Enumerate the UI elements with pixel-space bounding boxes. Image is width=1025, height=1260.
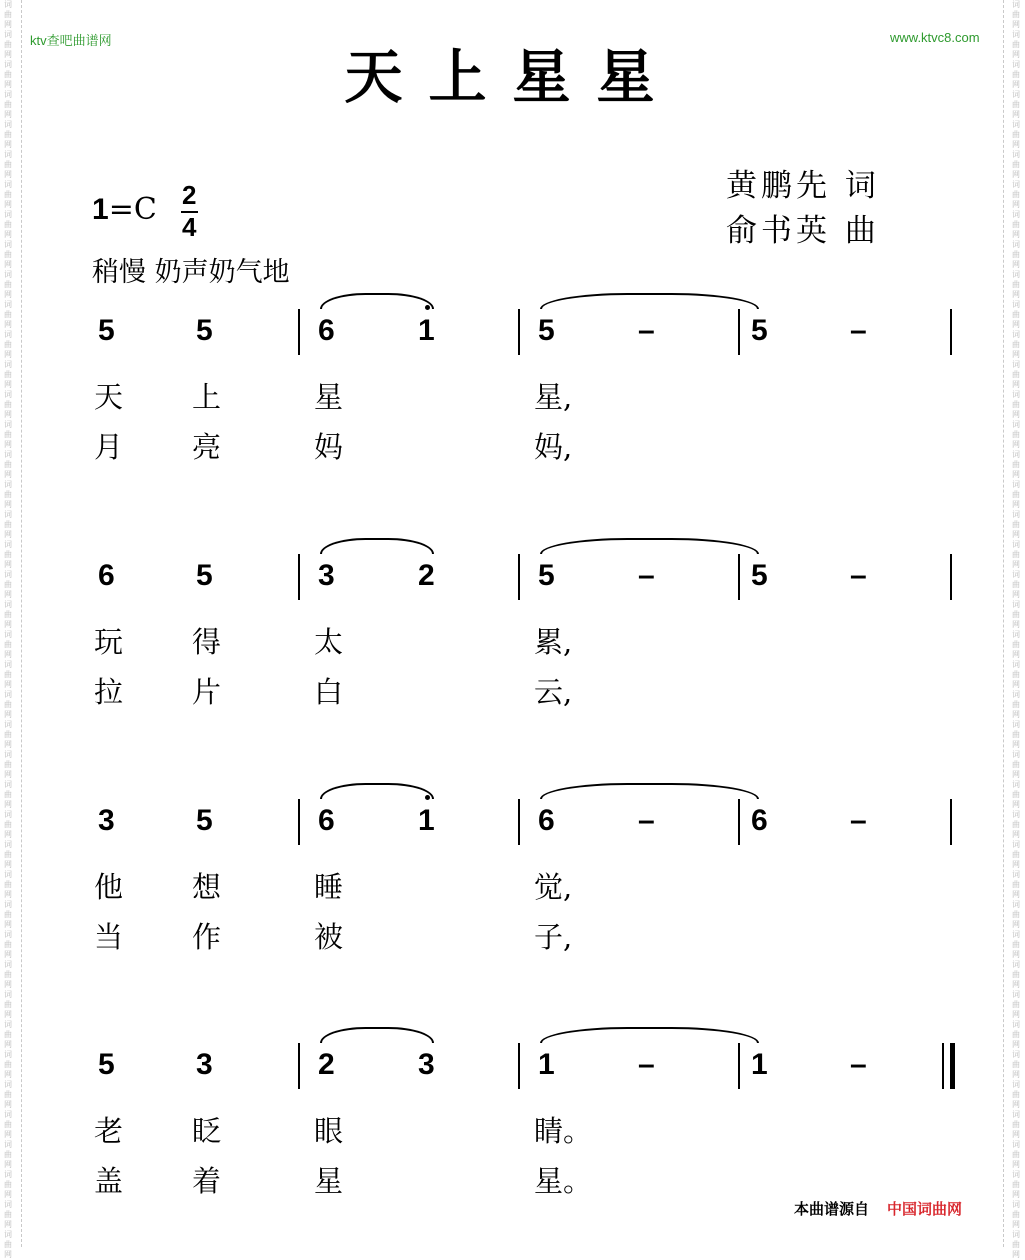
lyric-verse1: 星, bbox=[534, 380, 573, 414]
note: 1 bbox=[418, 314, 435, 347]
note: 5 bbox=[98, 314, 115, 347]
key-tonic-number: 1 bbox=[92, 193, 109, 226]
note: 3 bbox=[318, 559, 335, 592]
lyric-verse1: 上 bbox=[192, 380, 222, 414]
lyric-verse2: 片 bbox=[192, 675, 222, 709]
note: 5 bbox=[751, 314, 768, 347]
lyric-verse2: 亮 bbox=[192, 430, 222, 464]
slur bbox=[540, 538, 759, 554]
lyric-verse2: 拉 bbox=[94, 675, 124, 709]
lyric-verse2: 云, bbox=[534, 675, 573, 709]
slur bbox=[320, 293, 434, 309]
left-border-line bbox=[21, 0, 22, 1247]
barline bbox=[950, 799, 952, 845]
site-name-left[interactable]: ktv查吧曲谱网 bbox=[30, 33, 112, 48]
lyric-verse2: 妈 bbox=[314, 430, 344, 464]
final-barline-thin bbox=[942, 1043, 944, 1089]
lyric-verse1: 眼 bbox=[314, 1114, 344, 1148]
high-octave-dot bbox=[425, 795, 430, 800]
lyric-verse2: 被 bbox=[314, 920, 344, 954]
lyric-verse1: 太 bbox=[314, 625, 344, 659]
slur bbox=[320, 783, 434, 799]
lyric-verse1: 累, bbox=[534, 625, 573, 659]
note: 1 bbox=[751, 1048, 768, 1081]
barline bbox=[298, 554, 300, 600]
final-barline-thick bbox=[950, 1043, 955, 1089]
lyric-verse1: 觉, bbox=[534, 870, 573, 904]
note: 5 bbox=[196, 559, 213, 592]
note: 6 bbox=[318, 314, 335, 347]
hold-dash: – bbox=[638, 804, 655, 837]
note: 6 bbox=[751, 804, 768, 837]
lyric-verse1: 老 bbox=[94, 1114, 124, 1148]
barline bbox=[518, 799, 520, 845]
note: 3 bbox=[418, 1048, 435, 1081]
barline bbox=[950, 554, 952, 600]
note: 5 bbox=[196, 314, 213, 347]
hold-dash: – bbox=[638, 314, 655, 347]
note: 5 bbox=[196, 804, 213, 837]
hold-dash: – bbox=[638, 1048, 655, 1081]
lyric-verse2: 星。 bbox=[534, 1164, 593, 1198]
hold-dash: – bbox=[638, 559, 655, 592]
lyric-verse2: 妈, bbox=[534, 430, 573, 464]
barline bbox=[518, 554, 520, 600]
source-prefix: 本曲谱源自 bbox=[794, 1200, 870, 1218]
lyric-verse2: 着 bbox=[192, 1164, 222, 1198]
tempo-marking: 稍慢 奶声奶气地 bbox=[92, 257, 290, 288]
barline bbox=[298, 799, 300, 845]
lyric-verse1: 得 bbox=[192, 625, 222, 659]
lyric-verse1: 星 bbox=[314, 380, 344, 414]
slur bbox=[540, 1027, 759, 1043]
lyric-verse2: 当 bbox=[94, 920, 124, 954]
hold-dash: – bbox=[850, 1048, 867, 1081]
slur bbox=[540, 293, 759, 309]
composer-credit: 俞书英 曲 bbox=[726, 213, 880, 249]
hold-dash: – bbox=[850, 314, 867, 347]
hold-dash: – bbox=[850, 559, 867, 592]
lyric-verse2: 作 bbox=[192, 920, 222, 954]
song-title: 天上星星 bbox=[344, 43, 681, 111]
barline bbox=[950, 309, 952, 355]
lyric-verse1: 睛。 bbox=[534, 1114, 593, 1148]
barline bbox=[298, 309, 300, 355]
right-border-line bbox=[1003, 0, 1004, 1247]
note: 5 bbox=[751, 559, 768, 592]
lyric-verse1: 天 bbox=[94, 380, 124, 414]
time-signature-top: 2 bbox=[182, 180, 197, 210]
barline bbox=[738, 1043, 740, 1089]
lyric-verse2: 月 bbox=[94, 430, 124, 464]
lyric-verse1: 他 bbox=[94, 870, 124, 904]
right-watermark-strip: 词曲网词曲网词曲网词曲网词曲网词曲网词曲网词曲网词曲网词曲网词曲网词曲网词曲网词曲网词曲网词曲网词曲网词曲网词曲网词曲网词曲网词曲网词曲网词曲网词曲网词曲网词曲网词曲网词曲网词曲网词曲网词曲网词曲网词曲网词曲网词曲网词曲网词曲网词曲网词曲网词曲网词曲网 bbox=[1012, 0, 1020, 1259]
key-signature bbox=[92, 192, 157, 227]
note: 6 bbox=[318, 804, 335, 837]
source-credit bbox=[794, 1198, 962, 1219]
high-octave-dot bbox=[425, 305, 430, 310]
slur bbox=[320, 1027, 434, 1043]
note: 3 bbox=[196, 1048, 213, 1081]
lyric-verse2: 盖 bbox=[94, 1164, 124, 1198]
note: 2 bbox=[418, 559, 435, 592]
barline bbox=[738, 309, 740, 355]
source-site-link[interactable]: 中国词曲网 bbox=[887, 1200, 963, 1218]
lyric-verse2: 星 bbox=[314, 1164, 344, 1198]
barline bbox=[738, 554, 740, 600]
barline bbox=[738, 799, 740, 845]
lyric-verse1: 想 bbox=[192, 870, 222, 904]
lyric-verse1: 玩 bbox=[94, 625, 124, 659]
note: 1 bbox=[418, 804, 435, 837]
note: 2 bbox=[318, 1048, 335, 1081]
lyric-verse1: 睡 bbox=[314, 870, 344, 904]
lyric-verse1: 眨 bbox=[192, 1114, 222, 1148]
slur bbox=[540, 783, 759, 799]
left-watermark-strip: 词曲网词曲网词曲网词曲网词曲网词曲网词曲网词曲网词曲网词曲网词曲网词曲网词曲网词曲网词曲网词曲网词曲网词曲网词曲网词曲网词曲网词曲网词曲网词曲网词曲网词曲网词曲网词曲网词曲网词曲网词曲网词曲网词曲网词曲网词曲网词曲网词曲网词曲网词曲网词曲网词曲网词曲网 bbox=[4, 0, 12, 1259]
note: 5 bbox=[538, 559, 555, 592]
lyric-verse2: 子, bbox=[534, 920, 573, 954]
lyricist-credit: 黄鹏先 词 bbox=[726, 168, 880, 204]
note: 5 bbox=[98, 1048, 115, 1081]
note: 6 bbox=[98, 559, 115, 592]
note: 5 bbox=[538, 314, 555, 347]
site-url-right[interactable]: www.ktvc8.com bbox=[890, 30, 980, 45]
time-signature-bottom: 4 bbox=[182, 212, 197, 242]
note: 3 bbox=[98, 804, 115, 837]
slur bbox=[320, 538, 434, 554]
key-equals: =C bbox=[108, 192, 157, 227]
barline bbox=[298, 1043, 300, 1089]
lyric-verse2: 白 bbox=[314, 675, 344, 709]
note: 6 bbox=[538, 804, 555, 837]
barline bbox=[518, 1043, 520, 1089]
barline bbox=[518, 309, 520, 355]
hold-dash: – bbox=[850, 804, 867, 837]
note: 1 bbox=[538, 1048, 555, 1081]
